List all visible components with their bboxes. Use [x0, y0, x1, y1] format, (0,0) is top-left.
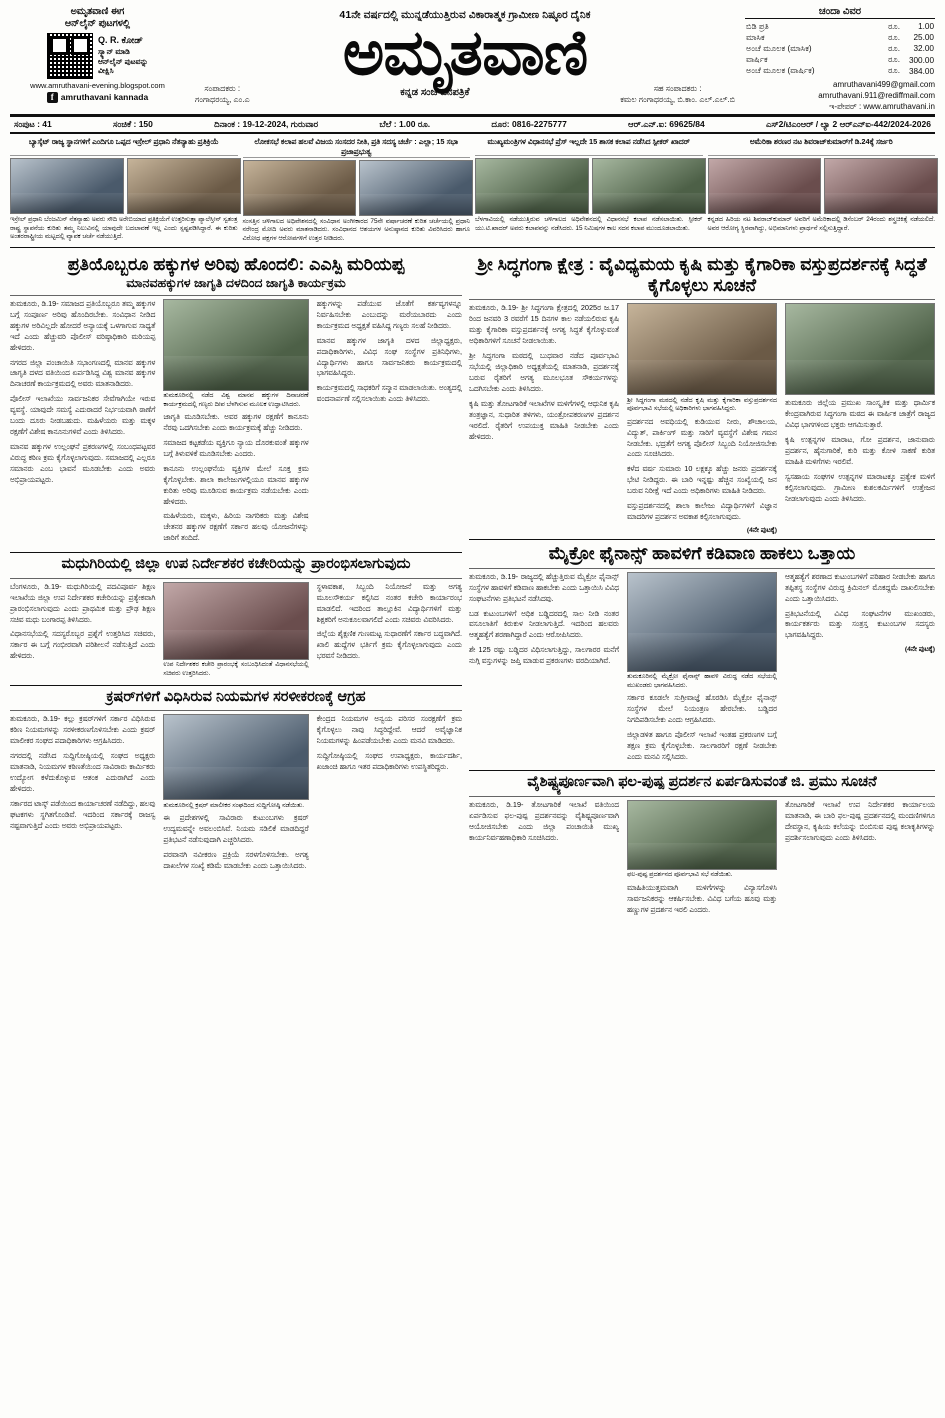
issue-label: ಸಂಚಿಕೆ : 150: [113, 119, 153, 130]
article-figure: [785, 303, 935, 395]
parliament-photo-1: [243, 160, 357, 216]
minister-photo: [163, 582, 308, 660]
qr-note-line3: ಆನ್‌ಲೈನ್ ಪುಟವನ್ನು: [97, 56, 149, 66]
paragraph: ಮಾನವ ಹಕ್ಕುಗಳ ಉಲ್ಲಂಘನೆ ಪ್ರಕರಣಗಳಲ್ಲಿ ಸಂಬಂಧಪಟ್ಟವರ ವಿರುದ್ಧ ಕಠಿಣ ಕ್ರಮ ಕೈಗೊಳ್ಳಲಾಗುವುದು. ಸಮಾಜದಲ್ಲಿ ಎಲ್ಲರೂ ಸಮಾನರು ಎಂಬ ಭಾವನೆ ಮೂಡಬೇಕು ಎಂದು ಅವರು ಅಭಿಪ್ರಾಯಪಟ್ಟರು.: [10, 442, 156, 484]
qr-note-line2: ಸ್ಕ್ಯಾನ್ ಮಾಡಿ: [97, 46, 130, 56]
article-figure: [627, 303, 777, 413]
qr-code-icon: [47, 33, 93, 79]
paragraph: ಪ್ರತಿಭಟನೆಯಲ್ಲಿ ವಿವಿಧ ಸಂಘಟನೆಗಳ ಮುಖಂಡರು, ಕಾರ್ಯಕರ್ತರು ಮತ್ತು ಸಂತ್ರಸ್ತ ಕುಟುಂಬಗಳ ಸದಸ್ಯರು ಭಾಗವಹಿಸಿದ್ದರು.: [785, 608, 935, 640]
paragraph: ಕಳೆದ ವರ್ಷ ಸುಮಾರು 10 ಲಕ್ಷಕ್ಕೂ ಹೆಚ್ಚು ಜನರು ಪ್ರದರ್ಶನಕ್ಕೆ ಭೇಟಿ ನೀಡಿದ್ದರು. ಈ ಬಾರಿ ಇನ್ನಷ್ಟು ಹೆಚ್ಚಿನ ಸಂಖ್ಯೆಯಲ್ಲಿ ಜನ ಬರುವ ನಿರೀಕ್ಷೆ ಇದೆ ಎಂದು ಅಧಿಕಾರಿಗಳು ಮಾಹಿತಿ ನೀಡಿದರು.: [627, 464, 777, 496]
article-siddaganga-expo[interactable]: [469, 254, 935, 535]
email-secondary[interactable]: amruthavani.911@rediffmail.com: [818, 90, 935, 100]
paragraph: ಸ್ಥಳಾವಕಾಶ, ಸಿಬ್ಬಂದಿ ನಿಯೋಜನೆ ಮತ್ತು ಅಗತ್ಯ ಮೂಲಸೌಕರ್ಯ ಕಲ್ಪಿಸಿದ ನಂತರ ಕಚೇರಿ ಕಾರ್ಯಾರಂಭ ಮಾಡಲಿದೆ. ಇದರಿಂದ ತಾಲ್ಲೂಕಿನ ವಿದ್ಯಾರ್ಥಿಗಳಿಗೆ ಮತ್ತು ಶಿಕ್ಷಕರಿಗೆ ಅನುಕೂಲವಾಗಲಿದೆ ಎಂದು ಸಚಿವರು ವಿವರಿಸಿದರು.: [316, 581, 462, 624]
right-column-group: [469, 252, 935, 921]
figure-caption: ಉಪ ನಿರ್ದೇಶಕರ ಕಚೇರಿ ಪ್ರಾರಂಭಕ್ಕೆ ಸಂಬಂಧಿಸಿದಂತೆ ವಿಧಾನಸಭೆಯಲ್ಲಿ ಸಚಿವರು ಉತ್ತರಿಸಿದರು.: [163, 661, 309, 677]
article-column: [469, 303, 619, 535]
paragraph: ಬೆಂಗಳೂರು, ಡಿ.19- ಮಧುಗಿರಿಯಲ್ಲಿ ಪದವಿಪೂರ್ವ ಶಿಕ್ಷಣ ಇಲಾಖೆಯ ಜಿಲ್ಲಾ ಉಪ ನಿರ್ದೇಶಕರ ಕಚೇರಿಯನ್ನು ಪ್ರತ್ಯೇಕವಾಗಿ ಪ್ರಾರಂಭಿಸಲಾಗುವುದು ಎಂದು ಪ್ರಾಥಮಿಕ ಮತ್ತು ಪ್ರೌಢ ಶಿಕ್ಷಣ ಸಚಿವ ಮಧು ಬಂಗಾರಪ್ಪ ತಿಳಿಸಿದರು.: [10, 581, 156, 624]
figure-caption: ತುಮಕೂರಿನಲ್ಲಿ ನಡೆದ ವಿಶ್ವ ಮಾನವ ಹಕ್ಕುಗಳ ದಿನಾಚರಣೆ ಕಾರ್ಯಕ್ರಮದಲ್ಲಿ ಗಣ್ಯರು ದೀಪ ಬೆಳಗಿಸುವ ಮೂಲಕ ಉದ್ಘಾಟಿಸಿದರು.: [163, 392, 309, 408]
paragraph: ಕೃಷಿ ಉತ್ಪನ್ನಗಳ ಮಾರಾಟ, ಗೋ ಪ್ರದರ್ಶನ, ಜಾನುವಾರು ಪ್ರದರ್ಶನ, ಹೈನುಗಾರಿಕೆ, ಕುರಿ ಮತ್ತು ಕೋಳಿ ಸಾಕಣೆ ಕುರಿತ ಮಾಹಿತಿ ಮಳಿಗೆಗಳು ಇರಲಿವೆ.: [785, 435, 935, 467]
editor-name: ಗಂಗಾಧರಯ್ಯ, ಎಂ.ಎ: [195, 94, 250, 104]
article-column: [785, 303, 935, 535]
assembly-photo-2: [592, 158, 706, 214]
table-row: [745, 21, 935, 32]
article-subhead: ಮಾನವಹಕ್ಕುಗಳ ಜಾಗೃತಿ ದಳದಿಂದ ಜಾಗೃತಿ ಕಾರ್ಯಕ್ರಮ: [126, 275, 346, 290]
top-news-headline: ಮುಖ್ಯಮಂತ್ರಿಗಳ ವಿಧಾನಸಭೆ ಪ್ರೆಸ್ ಇಲ್ಲದೇ 15 ಶಾಸಕ ಕಲಾಪ ನಡೆಸಿದ ಸ್ಪೀಕರ್ ಖಾದರ್: [475, 137, 703, 156]
article-column: [317, 714, 462, 876]
left-column-group: [10, 252, 462, 921]
paragraph: ಸರ್ಕಾರ ಕೂಡಲೇ ಸುಗ್ರೀವಾಜ್ಞೆ ಹೊರಡಿಸಿ ಮೈಕ್ರೋ ಫೈನಾನ್ಸ್ ಸಂಸ್ಥೆಗಳ ಮೇಲೆ ನಿಯಂತ್ರಣ ಹೇರಬೇಕು. ಬಡ್ಡಿದರ ನಿಗದಿಪಡಿಸಬೇಕು ಎಂದು ಆಗ್ರಹಿಸಿದರು.: [627, 692, 777, 724]
paragraph: ತುಮಕೂರು, ಡಿ.19- ಸಮಾಜದ ಪ್ರತಿಯೊಬ್ಬರೂ ತಮ್ಮ ಹಕ್ಕುಗಳ ಬಗ್ಗೆ ಸಂಪೂರ್ಣ ಅರಿವು ಹೊಂದಿರಬೇಕು. ಸಂವಿಧಾನ ನೀಡಿದ ಹಕ್ಕುಗಳ ಅರಿವಿಲ್ಲದೇ ಹೋದರೆ ಅನ್ಯಾಯಕ್ಕೆ ಒಳಗಾಗುವ ಸಾಧ್ಯತೆ ಇದೆ ಎಂದು ಹೆಚ್ಚುವರಿ ಪೊಲೀಸ್ ವರಿಷ್ಠಾಧಿಕಾರಿ ಮರಿಯಪ್ಪ ಹೇಳಿದರು.: [10, 298, 156, 352]
paragraph: ಸರ್ಕಾರದ ಟಾಸ್ಕ್ ಪಡೆಯಿಂದ ಕಾರ್ಯಾಚರಣೆ ನಡೆದಿದ್ದು, ಹಲವು ಘಟಕಗಳು ಸ್ಥಗಿತಗೊಂಡಿವೆ. ಇದರಿಂದ ಸರ್ಕಾರಕ್ಕೆ ರಾಜಸ್ವ ನಷ್ಟವಾಗುತ್ತಿದೆ ಎಂದು ಅವರು ಅಭಿಪ್ರಾಯಪಟ್ಟರು.: [10, 798, 156, 830]
actor-photo-1: [708, 158, 822, 214]
subs-amount: 32.00: [913, 44, 934, 54]
article-figure: [627, 572, 777, 690]
paragraph: ತುಮಕೂರು ಜಿಲ್ಲೆಯ ಪ್ರಮುಖ ಸಾಂಸ್ಕೃತಿಕ ಮತ್ತು ಧಾರ್ಮಿಕ ಕೇಂದ್ರವಾಗಿರುವ ಸಿದ್ಧಗಂಗಾ ಮಠದ ಈ ವಾರ್ಷಿಕ ಜಾತ್ರೆಗೆ ರಾಜ್ಯದ ವಿವಿಧ ಭಾಗಗಳಿಂದ ಭಕ್ತರು ಆಗಮಿಸುತ್ತಾರೆ.: [785, 398, 935, 430]
article-column: [317, 582, 462, 681]
article-headline: ಶ್ರೀ ಸಿದ್ಧಗಂಗಾ ಕ್ಷೇತ್ರ : ವೈವಿಧ್ಯಮಯ ಕೃಷಿ ಮತ್ತು ಕೈಗಾರಿಕಾ ವಸ್ತುಪ್ರದರ್ಶನಕ್ಕೆ ಸಿದ್ಧತೆ ಕೈಗೊಳ್ಳಲು ಸೂಚನೆ: [477, 254, 927, 295]
volume-label: ಸಂಪುಟ : 41: [14, 119, 52, 130]
subs-currency: ರೂ.: [888, 55, 900, 65]
paragraph: ಮಾಹಿತಿಯುತ್ತಮವಾಗಿ ಮಳಿಗೆಗಳನ್ನು ವಿನ್ಯಾಸಗೊಳಿಸಿ ಸಾರ್ವಜನಿಕರನ್ನು ಆಕರ್ಷಿಸಬೇಕು. ವಿವಿಧ ಬಗೆಯ ಹೂವು ಮತ್ತು ಹಣ್ಣುಗಳ ಪ್ರದರ್ಶನ ಇರಲಿ ಎಂದರು.: [627, 882, 777, 914]
event-photo: [163, 299, 308, 391]
paragraph: ಸುದ್ದಿಗೋಷ್ಠಿಯಲ್ಲಿ ಸಂಘದ ಉಪಾಧ್ಯಕ್ಷರು, ಕಾರ್ಯದರ್ಶಿ, ಖಜಾಂಚಿ ಹಾಗೂ ಇತರ ಪದಾಧಿಕಾರಿಗಳು ಉಪಸ್ಥಿತರಿದ್ದರು.: [316, 751, 462, 771]
paragraph: ಆತ್ಮಹತ್ಯೆಗೆ ಶರಣಾದ ಕುಟುಂಬಗಳಿಗೆ ಪರಿಹಾರ ನೀಡಬೇಕು ಹಾಗೂ ತಪ್ಪಿತಸ್ಥ ಸಂಸ್ಥೆಗಳ ವಿರುದ್ಧ ಕ್ರಿಮಿನಲ್ ಮೊಕದ್ದಮೆ ದಾಖಲಿಸಬೇಕು ಎಂದು ಒತ್ತಾಯಿಸಿದರು.: [785, 571, 935, 603]
table-row: [745, 55, 935, 66]
article-figure: [627, 800, 777, 880]
top-news-caption: ಇಸ್ರೇಲ್ ಪ್ರಧಾನಿ ಬೆಂಜಮಿನ್ ನೆತನ್ಯಾಹು ಅವರು ಸೌದಿ ಅರೇಬಿಯಾದ ಪ್ರತಿಕ್ರಿಯೆಗೆ ಉತ್ತರಿಸುತ್ತಾ ಪ್ಯಾಲೆಸ್ತೀನ್ ಸ್ವತಂತ್ರ ರಾಷ್ಟ್ರ ಸ್ಥಾಪನೆಯ ಕುರಿತು ತಮ್ಮ ನಿಲುವಿನಲ್ಲಿ ಯಾವುದೇ ಬದಲಾವಣೆ ಇಲ್ಲ ಎಂದು ಸ್ಪಷ್ಟಪಡಿಸಿದ್ದಾರೆ. ಈ ಕುರಿತು ಅಂತರರಾಷ್ಟ್ರೀಯ ಮಟ್ಟದಲ್ಲಿ ವ್ಯಾಪಕ ಚರ್ಚೆ ನಡೆಯುತ್ತಿದೆ.: [10, 216, 238, 241]
subs-label: ಅಂಚೆ ಮೂಲಕ (ವಾರ್ಷಿಕ): [746, 66, 815, 76]
protest-meeting-photo: [627, 572, 777, 672]
top-news-headline: ಬ್ಯಾಸ್ಕೆಟ್ ರಾಜ್ಯ ಸ್ಥಾನಗಳಿಗೆ ಎಂದಿಗೂ ಒಪ್ಪದ ಇಸ್ರೇಲ್ ಪ್ರಧಾನಿ ನೆತನ್ಯಾಹು ಪ್ರತಿಕ್ರಿಯೆ: [10, 137, 238, 156]
qr-note-line1: Q. R. ಕೋಡ್: [97, 35, 143, 46]
subs-label: ಮಾಸಿಕ: [746, 32, 765, 42]
article-column: [163, 582, 308, 681]
meeting-photo: [627, 303, 777, 395]
article-column: [627, 800, 777, 920]
newspaper-logo: ಅಮೃತವಾಣಿ: [342, 18, 588, 88]
masthead: [10, 6, 935, 116]
subs-label: ಬಿಡಿ ಪ್ರತಿ: [746, 21, 769, 31]
subscription-title: ಚಂದಾ ವಿವರ: [745, 6, 935, 19]
paragraph: ತುಮಕೂರು, ಡಿ.19- ಕಲ್ಲು ಕ್ರಷರ್‌ಗಳಿಗೆ ಸರ್ಕಾರ ವಿಧಿಸಿರುವ ಕಠಿಣ ನಿಯಮಗಳನ್ನು ಸರಳೀಕರಣಗೊಳಿಸಬೇಕು ಎಂದು ಕ್ರಷರ್ ಮಾಲೀಕರ ಸಂಘದ ಪದಾಧಿಕಾರಿಗಳು ಆಗ್ರಹಿಸಿದರು.: [10, 714, 156, 746]
editor-block: [195, 84, 250, 106]
table-row: [745, 66, 935, 77]
article-column: [317, 299, 462, 548]
subs-amount: 384.00: [908, 66, 934, 76]
officials-photo: [785, 303, 935, 395]
figure-caption: ಫಲ-ಪುಷ್ಪ ಪ್ರದರ್ಶನದ ಪೂರ್ವಭಾವಿ ಸಭೆ ನಡೆಯಿತು.: [627, 871, 733, 879]
paragraph: ಕಾನೂನು ಉಲ್ಲಂಘನೆಯ ವ್ಯಕ್ತಿಗಳ ಮೇಲೆ ಸೂಕ್ತ ಕ್ರಮ ಕೈಗೊಳ್ಳಬೇಕು. ಶಾಲಾ ಕಾಲೇಜುಗಳಲ್ಲಿಯೂ ಮಾನವ ಹಕ್ಕುಗಳ ಕುರಿತು ಅರಿವು ಮೂಡಿಸುವ ಕಾರ್ಯಕ್ರಮ ನಡೆಯಬೇಕು ಎಂದು ಹೇಳಿದರು.: [163, 463, 309, 506]
top-news-item[interactable]: [708, 137, 936, 243]
coeditor-name: ಕಮಲ ಗಂಗಾಧರಯ್ಯ, ಬಿ.ಕಾಂ. ಎಲ್.ಎಲ್.ಬಿ: [620, 94, 735, 104]
paragraph: ಜಿಲ್ಲಾಡಳಿತ ಹಾಗೂ ಪೊಲೀಸ್ ಇಲಾಖೆ ಇಂತಹ ಪ್ರಕರಣಗಳ ಬಗ್ಗೆ ತಕ್ಷಣ ಕ್ರಮ ಕೈಗೊಳ್ಳಬೇಕು. ಸಾಲಗಾರರಿಗೆ ರಕ್ಷಣೆ ನೀಡಬೇಕು ಎಂದು ಮನವಿ ಸಲ್ಲಿಸಿದರು.: [627, 729, 777, 761]
paragraph: ತುಮಕೂರು, ಡಿ.19- ರಾಜ್ಯದಲ್ಲಿ ಹೆಚ್ಚುತ್ತಿರುವ ಮೈಕ್ರೋ ಫೈನಾನ್ಸ್ ಸಂಸ್ಥೆಗಳ ಹಾವಳಿಗೆ ಕಡಿವಾಣ ಹಾಕಬೇಕು ಎಂದು ಒತ್ತಾಯಿಸಿ ವಿವಿಧ ಸಂಘಟನೆಗಳು ಪ್ರತಿಭಟನೆ ನಡೆಸಿದವು.: [469, 571, 619, 603]
article-column: [785, 572, 935, 767]
top-news-item[interactable]: [10, 137, 238, 243]
leader-photo-1: [10, 158, 124, 214]
article-microfinance[interactable]: [469, 543, 935, 766]
paragraph: ಹಕ್ಕುಗಳನ್ನು ಪಡೆಯುವ ಜೊತೆಗೆ ಕರ್ತವ್ಯಗಳನ್ನೂ ನಿರ್ವಹಿಸಬೇಕು ಎಂಬುದನ್ನು ಮರೆಯಬಾರದು ಎಂದು ಕಾರ್ಯಕ್ರಮದ ಅಧ್ಯಕ್ಷತೆ ವಹಿಸಿದ್ದ ಗಣ್ಯರು ಸಲಹೆ ನೀಡಿದರು.: [316, 298, 462, 330]
top-news-caption: ಸಂಸತ್ತಿನ ಚಳಿಗಾಲದ ಅಧಿವೇಶನದಲ್ಲಿ ಸಂವಿಧಾನ ಅಂಗೀಕಾರದ 75ನೇ ವರ್ಷಾಚರಣೆ ಕುರಿತ ಚರ್ಚೆಯಲ್ಲಿ ಪ್ರಧಾನಿ ನರೇಂದ್ರ ಮೋದಿ ಅವರು ಮಾತನಾಡಿದರು. ಸಂವಿಧಾನದ ಆಶಯಗಳ ಅನುಷ್ಠಾನದ ಕುರಿತು ವಿವರಿಸಿದರು ಹಾಗೂ ವಿರೋಧ ಪಕ್ಷಗಳ ಆರೋಪಗಳಿಗೆ ಉತ್ತರ ನೀಡಿದರು.: [242, 217, 470, 242]
subs-label: ಅಂಚೆ ಮೂಲಕ (ಮಾಸಿಕ): [746, 43, 812, 53]
article-headline: ಮೈಕ್ರೋ ಫೈನಾನ್ಸ್ ಹಾವಳಿಗೆ ಕಡಿವಾಣ ಹಾಕಲು ಒತ್ತಾಯ: [548, 543, 856, 564]
press-meet-photo: [163, 714, 308, 800]
article-column: [627, 303, 777, 535]
top-news-headline: ಲೋಕಸಭೆ ಕಲಾಪ ಹಲವೆ ವಿಜಯ ಸಂಸದರ ನೀತಿ, ಪ್ರತಿ ಸದಸ್ಯ ಚರ್ಚೆ : ಎಲ್ಲಾ; 15 ಸಭಾ ಪ್ರಜಾಪ್ರಭುತ್ವ: [243, 137, 471, 158]
paragraph: ಮಹಿಳೆಯರು, ಮಕ್ಕಳು, ಹಿರಿಯ ನಾಗರಿಕರು ಮತ್ತು ವಿಶೇಷ ಚೇತನರ ಹಕ್ಕುಗಳ ರಕ್ಷಣೆಗೆ ಸರ್ಕಾರ ಹಲವು ಯೋಜನೆಗಳನ್ನು ಜಾರಿಗೆ ತಂದಿದೆ.: [163, 511, 309, 543]
article-column: [469, 800, 619, 920]
article-figure: [163, 582, 308, 678]
article-headline: ವೈಶಿಷ್ಟ್ಯಪೂರ್ಣವಾಗಿ ಫಲ-ಪುಷ್ಪ ಪ್ರದರ್ಶನ ಏರ್ಪಡಿಸುವಂತೆ ಜಿ. ಪ್ರಮು ಸೂಚನೆ: [527, 774, 877, 791]
phone-label: ದೂರ: 0816-2275777: [491, 119, 567, 130]
table-row: [745, 43, 935, 54]
facebook-handle[interactable]: amruthavani kannada: [60, 92, 149, 103]
top-news-item[interactable]: [475, 137, 703, 243]
top-news-item[interactable]: [243, 137, 471, 243]
article-column: [10, 299, 155, 548]
paragraph: ಸಮಾಜದ ಕಟ್ಟಕಡೆಯ ವ್ಯಕ್ತಿಗೂ ನ್ಯಾಯ ದೊರಕುವಂತೆ ಹಕ್ಕುಗಳ ಬಗ್ಗೆ ತಿಳುವಳಿಕೆ ಮೂಡಿಸಬೇಕು ಎಂದರು.: [163, 437, 309, 458]
paragraph: ಜಿಲ್ಲೆಯ ಶೈಕ್ಷಣಿಕ ಗುಣಮಟ್ಟ ಸುಧಾರಣೆಗೆ ಸರ್ಕಾರ ಬದ್ಧವಾಗಿದೆ. ಖಾಲಿ ಹುದ್ದೆಗಳ ಭರ್ತಿಗೆ ಕ್ರಮ ಕೈಗೊಳ್ಳಲಾಗುವುದು ಎಂದು ಭರವಸೆ ನೀಡಿದರು.: [316, 629, 462, 661]
registration-label: ಎಸ್‌2/ಟಿಎಂಆರ್ / ಲ್ಯಾ 2 ಆರ್‌ಎನ್‌ಐ-442/2024-2026: [765, 119, 931, 130]
article-flower-fruit-show[interactable]: [469, 774, 935, 919]
masthead-tagline: 41ನೇ ವರ್ಷದಲ್ಲಿ ಮುನ್ನಡೆಯುತ್ತಿರುವ ವಿಕಾರಾತ್ಮಕ ಗ್ರಾಮೀಣ ನಿಷ್ಠೂರ ದೈನಿಕ: [339, 9, 591, 21]
paragraph: ಪ್ರದರ್ಶನದ ಅವಧಿಯಲ್ಲಿ ಕುಡಿಯುವ ನೀರು, ಶೌಚಾಲಯ, ವಿದ್ಯುತ್, ಪಾರ್ಕಿಂಗ್ ಮತ್ತು ಸಾರಿಗೆ ವ್ಯವಸ್ಥೆಗೆ ವಿಶೇಷ ಗಮನ ನೀಡಬೇಕು. ಭದ್ರತೆಗೆ ಅಗತ್ಯ ಪೊಲೀಸ್ ಸಿಬ್ಬಂದಿ ನಿಯೋಜಿಸಬೇಕು ಎಂದು ಸೂಚಿಸಿದರು.: [627, 416, 777, 459]
paragraph: ತುಮಕೂರು, ಡಿ.19- ಶ್ರೀ ಸಿದ್ಧಗಂಗಾ ಕ್ಷೇತ್ರದಲ್ಲಿ 2025ರ ಜ.17 ರಿಂದ ಜನವರಿ 3 ರವರೆಗೆ 15 ದಿನಗಳ ಕಾಲ ನಡೆಯಲಿರುವ ಕೃಷಿ ಮತ್ತು ಕೈಗಾರಿಕಾ ವಸ್ತುಪ್ರದರ್ಶನಕ್ಕೆ ಅಗತ್ಯ ಸಿದ್ಧತೆ ಕೈಗೊಳ್ಳುವಂತೆ ಅಧಿಕಾರಿಗಳಿಗೆ ಸೂಚನೆ ನೀಡಲಾಯಿತು.: [469, 303, 619, 346]
paper-type: ಕನ್ನಡ ಸಂಜೆ ದಿನಪತ್ರಿಕೆ: [400, 87, 470, 99]
subs-currency: ರೂ.: [888, 43, 900, 53]
page-title: ಪ್ರತಿಯೊಬ್ಬರೂ ಹಕ್ಕುಗಳ ಅರಿವು ಹೊಂದಲಿ: ಎಎಸ್ಪಿ ಮರಿಯಪ್ಪ: [67, 254, 405, 275]
figure-caption: ಶ್ರೀ ಸಿದ್ಧಗಂಗಾ ಮಠದಲ್ಲಿ ನಡೆದ ಕೃಷಿ ಮತ್ತು ಕೈಗಾರಿಕಾ ವಸ್ತುಪ್ರದರ್ಶನದ ಪೂರ್ವಭಾವಿ ಸಭೆಯಲ್ಲಿ ಅಧಿಕಾರಿಗಳು ಭಾಗವಹಿಸಿದ್ದರು.: [627, 396, 777, 413]
paragraph: ಕೇಂದ್ರದ ನಿಯಮಗಳ ಅನ್ವಯ ಪರಿಸರ ಸಂರಕ್ಷಣೆಗೆ ಕ್ರಮ ಕೈಗೊಳ್ಳಲು ನಾವು ಸಿದ್ಧರಿದ್ದೇವೆ. ಆದರೆ ಅವೈಜ್ಞಾನಿಕ ನಿಯಮಗಳನ್ನು ಹಿಂಪಡೆಯಬೇಕು ಎಂದು ಮನವಿ ಮಾಡಿದರು.: [316, 714, 462, 746]
price-label: ಬೆಲೆ : 1.00 ರೂ.: [379, 119, 431, 130]
subscription-table: [745, 21, 935, 77]
subs-amount: 25.00: [913, 33, 934, 43]
paragraph: ಪರವಾನಗಿ ನವೀಕರಣ ಪ್ರಕ್ರಿಯೆ ಸರಳಗೊಳಿಸಬೇಕು. ಅಗತ್ಯ ದಾಖಲೆಗಳ ಸಂಖ್ಯೆ ಕಡಿಮೆ ಮಾಡಬೇಕು ಎಂದು ಒತ್ತಾಯಿಸಿದರು.: [163, 849, 309, 870]
rni-label: ಆರ್.ಎನ್.ಐ: 69625/84: [628, 119, 705, 130]
issue-info-bar: [10, 116, 935, 134]
subs-currency: ರೂ.: [888, 66, 900, 76]
qr-instructions: [98, 35, 148, 76]
continuation-note: (4ನೇ ಪುಟಕ್ಕೆ): [746, 527, 777, 535]
online-title-line1: ಅಮೃತವಾಣಿ ಈಗ: [70, 6, 125, 17]
leader-photo-2: [127, 158, 241, 214]
subs-label: ವಾರ್ಷಿಕ: [746, 55, 768, 65]
email-primary[interactable]: amruthavani499@gmail.com: [833, 79, 935, 89]
article-figure: [163, 714, 308, 810]
online-title-line2: ಆನ್‌ಲೈನ್ ಪುಟಗಳಲ್ಲಿ: [64, 18, 131, 30]
paragraph: ನಗರದಲ್ಲಿ ನಡೆಸಿದ ಸುದ್ದಿಗೋಷ್ಠಿಯಲ್ಲಿ ಸಂಘದ ಅಧ್ಯಕ್ಷರು ಮಾತನಾಡಿ, ನಿಯಮಗಳ ಕಠಿಣತೆಯಿಂದ ಸಾವಿರಾರು ಕಾರ್ಮಿಕರು ಉದ್ಯೋಗ ಕಳೆದುಕೊಳ್ಳುವ ಆತಂಕ ಎದುರಾಗಿದೆ ಎಂದು ಹೇಳಿದರು.: [10, 751, 156, 793]
article-madhugiri-office[interactable]: [10, 556, 462, 681]
top-news-strip: [10, 134, 935, 248]
subs-amount: 1.00: [918, 22, 934, 32]
article-column: [163, 714, 308, 876]
table-row: [745, 32, 935, 43]
paragraph: ಕಾರ್ಯಕ್ರಮದಲ್ಲಿ ಸಾಧಕರಿಗೆ ಸನ್ಮಾನ ಮಾಡಲಾಯಿತು. ಅಂತ್ಯದಲ್ಲಿ ವಂದನಾರ್ಪಣೆ ಸಲ್ಲಿಸಲಾಯಿತು ಎಂದು ತಿಳಿಸಿದರು.: [316, 383, 462, 404]
subs-amount: 300.00: [908, 55, 934, 65]
article-column: [10, 582, 155, 681]
article-column: [10, 714, 155, 876]
continuation-note: (4ನೇ ಪುಟಕ್ಕೆ): [904, 646, 935, 654]
horticulture-meeting-photo: [627, 800, 777, 870]
coeditor-label: ಸಹ ಸಂಪಾದಕರು :: [653, 84, 702, 94]
paragraph: ಕೃಷಿ ಮತ್ತು ತೋಟಗಾರಿಕೆ ಇಲಾಖೆಗಳ ಮಳಿಗೆಗಳಲ್ಲಿ ಆಧುನಿಕ ಕೃಷಿ ತಂತ್ರಜ್ಞಾನ, ಸುಧಾರಿತ ತಳಿಗಳು, ಯಂತ್ರೋಪಕರಣಗಳ ಪ್ರದರ್ಶನ ಇರಲಿದೆ. ರೈತರಿಗೆ ಉಪಯುಕ್ತ ಮಾಹಿತಿ ನೀಡಬೇಕು ಎಂದು ಹೇಳಿದರು.: [469, 398, 619, 441]
main-content: [10, 248, 935, 921]
assembly-photo-1: [475, 158, 589, 214]
article-column: [163, 299, 308, 548]
figure-caption: ತುಮಕೂರಿನಲ್ಲಿ ಕ್ರಷರ್ ಮಾಲೀಕರ ಸಂಘದಿಂದ ಸುದ್ದಿಗೋಷ್ಠಿ ನಡೆಯಿತು.: [163, 801, 305, 809]
paragraph: ವಿಧಾನಸಭೆಯಲ್ಲಿ ಸದಸ್ಯರೊಬ್ಬರ ಪ್ರಶ್ನೆಗೆ ಉತ್ತರಿಸಿದ ಸಚಿವರು, ಸರ್ಕಾರ ಈ ಬಗ್ಗೆ ಗಂಭೀರವಾಗಿ ಪರಿಶೀಲನೆ ನಡೆಸುತ್ತಿದೆ ಎಂದು ಹೇಳಿದರು.: [10, 629, 156, 661]
blog-url[interactable]: www.amruthavani-evening.blogspot.com: [30, 80, 165, 90]
article-human-rights[interactable]: [10, 254, 462, 548]
epaper-url[interactable]: ಇ-ಪೇಪರ್ : www.amruthavani.in: [829, 101, 935, 111]
masthead-right: [745, 6, 935, 112]
paragraph: ತೋಟಗಾರಿಕೆ ಇಲಾಖೆ ಉಪ ನಿರ್ದೇಶಕರ ಕಾರ್ಯಾಲಯ ಮಾತನಾಡಿ, ಈ ಬಾರಿ ಫಲ-ಪುಷ್ಪ ಪ್ರದರ್ಶನದಲ್ಲಿ ಮಂದಣಿಗಳಿಗೂ ದೇವಸ್ಥಾನ, ಕೃಷಿಯ ಕಲೆಯನ್ನು ಬಿಂಬಿಸುವ ಪುಷ್ಪ ಕಲಾಕೃತಿಗಳನ್ನು ಪ್ರದರ್ಶಿಸಲಾಗುವುದು ಎಂದು ತಿಳಿಸಿದರು.: [785, 799, 935, 842]
paragraph: ಸ್ವಸಹಾಯ ಸಂಘಗಳ ಉತ್ಪನ್ನಗಳ ಮಾರಾಟಕ್ಕೂ ಪ್ರತ್ಯೇಕ ಮಳಿಗೆ ಕಲ್ಪಿಸಲಾಗುವುದು. ಗ್ರಾಮೀಣ ಕುಶಲಕರ್ಮಿಗಳಿಗೆ ಉತ್ತೇಜನ ನೀಡಲಾಗುವುದು ಎಂದು ತಿಳಿಸಿದರು.: [785, 472, 935, 503]
figure-caption: ತುಮಕೂರಿನಲ್ಲಿ ಮೈಕ್ರೋ ಫೈನಾನ್ಸ್ ಹಾವಳಿ ವಿರುದ್ಧ ನಡೆದ ಸಭೆಯಲ್ಲಿ ಮುಖಂಡರು ಭಾಗವಹಿಸಿದರು.: [627, 673, 777, 689]
date-label: ದಿನಾಂಕ : 19-12-2024, ಗುರುವಾರ: [214, 119, 319, 130]
facebook-icon: f: [47, 92, 58, 103]
qr-note-line4: ವೀಕ್ಷಿಸಿ: [97, 66, 114, 76]
actor-photo-2: [824, 158, 938, 214]
article-column: [627, 572, 777, 767]
paragraph: ಈ ಪ್ರದೇಶಗಳಲ್ಲಿ ಸಾವಿರಾರು ಕುಟುಂಬಗಳು ಕ್ರಷರ್ ಉದ್ಯಮವನ್ನೇ ಅವಲಂಬಿಸಿವೆ. ನಿಯಮ ಸಡಿಲಿಕೆ ಮಾಡದಿದ್ದರೆ ಪ್ರತಿಭಟನೆ ನಡೆಸುವುದಾಗಿ ಎಚ್ಚರಿಸಿದರು.: [163, 813, 309, 844]
paragraph: ವಸ್ತುಪ್ರದರ್ಶನದಲ್ಲಿ ಶಾಲಾ ಕಾಲೇಜು ವಿದ್ಯಾರ್ಥಿಗಳಿಗೆ ವಿಜ್ಞಾನ ಮಾದರಿಗಳ ಪ್ರದರ್ಶನ ಅವಕಾಶ ಕಲ್ಪಿಸಲಾಗುವುದು.: [627, 501, 777, 522]
coeditor-block: [620, 84, 735, 106]
paragraph: ಮಾನವ ಹಕ್ಕುಗಳ ಜಾಗೃತಿ ದಳದ ಜಿಲ್ಲಾಧ್ಯಕ್ಷರು, ಪದಾಧಿಕಾರಿಗಳು, ವಿವಿಧ ಸಂಘ ಸಂಸ್ಥೆಗಳ ಪ್ರತಿನಿಧಿಗಳು, ವಿದ್ಯಾರ್ಥಿಗಳು ಹಾಗೂ ಸಾರ್ವಜನಿಕರು ಕಾರ್ಯಕ್ರಮದಲ್ಲಿ ಭಾಗವಹಿಸಿದ್ದರು.: [316, 335, 462, 378]
paragraph: ಬಡ ಕುಟುಂಬಗಳಿಗೆ ಅಧಿಕ ಬಡ್ಡಿದರದಲ್ಲಿ ಸಾಲ ನೀಡಿ ನಂತರ ವಸೂಲಾತಿಗೆ ಕಿರುಕುಳ ನೀಡಲಾಗುತ್ತಿದೆ. ಇದರಿಂದ ಹಲವರು ಆತ್ಮಹತ್ಯೆಗೆ ಶರಣಾಗಿದ್ದಾರೆ ಎಂದು ಆರೋಪಿಸಿದರು.: [469, 608, 619, 640]
top-news-headline: ಅಮೆರಿಕಾ ಶರಣರ ನಟ ಶಿವರಾಜ್‌ಕುಮಾರ್‌ಗೆ ಡಿ.24ಕ್ಕೆ ಸರ್ಜರಿ: [708, 137, 936, 156]
paragraph: ಶೇ 125 ರಷ್ಟು ಬಡ್ಡಿದರ ವಿಧಿಸಲಾಗುತ್ತಿದ್ದು, ಸಾಲಗಾರರ ಮನೆಗೆ ನುಗ್ಗಿ ವಸ್ತುಗಳನ್ನು ಜಪ್ತಿ ಮಾಡುವ ಪ್ರಕರಣಗಳು ವರದಿಯಾಗಿವೆ.: [469, 645, 619, 666]
article-headline: ಮಧುಗಿರಿಯಲ್ಲಿ ಜಿಲ್ಲಾ ಉಪ ನಿರ್ದೇಶಕರ ಕಚೇರಿಯನ್ನು ಪ್ರಾರಂಭಿಸಲಾಗುವುದು: [61, 556, 411, 573]
subs-currency: ರೂ.: [888, 32, 900, 42]
masthead-left: [10, 6, 185, 103]
top-news-caption: ಬೆಳಗಾವಿಯಲ್ಲಿ ನಡೆಯುತ್ತಿರುವ ಚಳಿಗಾಲದ ಅಧಿವೇಶನದಲ್ಲಿ ವಿಧಾನಸಭೆ ಕಲಾಪ ನಡೆಸಲಾಯಿತು. ಸ್ಪೀಕರ್ ಯು.ಟಿ.ಖಾದರ್ ಅವರು ಕಲಾಪವನ್ನು ನಡೆಸಿದರು. 15 ನಿಮಿಷಗಳ ಕಾಲ ಸದನ ಕಲಾಪ ಮುಂದೂಡಲಾಯಿತು.: [475, 216, 703, 232]
paragraph: ನಗರದ ಜಿಲ್ಲಾ ಪಂಚಾಯಿತಿ ಸಭಾಂಗಣದಲ್ಲಿ ಮಾನವ ಹಕ್ಕುಗಳ ಜಾಗೃತಿ ದಳದ ವತಿಯಿಂದ ಏರ್ಪಡಿಸಿದ್ದ ವಿಶ್ವ ಮಾನವ ಹಕ್ಕುಗಳ ದಿನಾಚರಣೆ ಕಾರ್ಯಕ್ರಮದಲ್ಲಿ ಅವರು ಮಾತನಾಡಿದರು.: [10, 357, 156, 389]
top-news-caption: ಕನ್ನಡದ ಹಿರಿಯ ನಟ ಶಿವರಾಜ್‌ಕುಮಾರ್ ಅವರಿಗೆ ಅಮೆರಿಕಾದಲ್ಲಿ ಡಿಸೆಂಬರ್ 24ರಂದು ಶಸ್ತ್ರಚಿಕಿತ್ಸೆ ನಡೆಯಲಿದೆ. ಅವರ ಆರೋಗ್ಯ ಸ್ಥಿರವಾಗಿದ್ದು, ಅಭಿಮಾನಿಗಳು ಪ್ರಾರ್ಥನೆ ಸಲ್ಲಿಸುತ್ತಿದ್ದಾರೆ.: [707, 216, 935, 232]
paragraph: ತುಮಕೂರು, ಡಿ.19- ತೋಟಗಾರಿಕೆ ಇಲಾಖೆ ವತಿಯಿಂದ ಏರ್ಪಡಿಸುವ ಫಲ-ಪುಷ್ಪ ಪ್ರದರ್ಶನವನ್ನು ವೈಶಿಷ್ಟ್ಯಪೂರ್ಣವಾಗಿ ಆಯೋಜಿಸಬೇಕು ಎಂದು ಜಿಲ್ಲಾ ಪಂಚಾಯಿತಿ ಮುಖ್ಯ ಕಾರ್ಯನಿರ್ವಹಣಾಧಿಕಾರಿ ಸೂಚಿಸಿದರು.: [469, 799, 619, 842]
article-figure: [163, 299, 308, 409]
paragraph: ಜಾಗೃತಿ ಮೂಡಿಸಬೇಕು. ಅವರ ಹಕ್ಕುಗಳ ರಕ್ಷಣೆಗೆ ಕಾನೂನು ನೆರವು ಒದಗಿಸಬೇಕು ಎಂದು ಕಾರ್ಯಕ್ರಮಕ್ಕೆ ಹೆಚ್ಚು ನೀಡಿದರು.: [163, 411, 309, 432]
paragraph: ಶ್ರೀ ಸಿದ್ಧಗಂಗಾ ಮಠದಲ್ಲಿ ಬುಧವಾರ ನಡೆದ ಪೂರ್ವಭಾವಿ ಸಭೆಯಲ್ಲಿ ಜಿಲ್ಲಾಧಿಕಾರಿ ಅಧ್ಯಕ್ಷತೆಯಲ್ಲಿ ಮಾತನಾಡಿ, ಪ್ರದರ್ಶನಕ್ಕೆ ಬರುವ ರೈತರಿಗೆ ಅಗತ್ಯ ಮೂಲಭೂತ ಸೌಕರ್ಯಗಳನ್ನು ಒದಗಿಸಬೇಕು ಎಂದು ತಿಳಿಸಿದರು.: [469, 351, 619, 394]
masthead-center: [185, 6, 745, 106]
editor-label: ಸಂಪಾದಕರು :: [204, 84, 241, 94]
article-headline: ಕ್ರಷರ್‌ಗಳಿಗೆ ವಿಧಿಸಿರುವ ನಿಯಮಗಳ ಸರಳೀಕರಣಕ್ಕೆ ಆಗ್ರಹ: [106, 688, 366, 705]
article-column: [469, 572, 619, 767]
subs-currency: ರೂ.: [888, 21, 900, 31]
article-crusher-rules[interactable]: [10, 689, 462, 876]
article-column: [785, 800, 935, 920]
parliament-photo-2: [359, 160, 473, 216]
paragraph: ಪೊಲೀಸ್ ಇಲಾಖೆಯು ಸಾರ್ವಜನಿಕರ ಸೇವೆಗಾಗಿಯೇ ಇರುವ ವ್ಯವಸ್ಥೆ. ಯಾವುದೇ ಸಮಸ್ಯೆ ಎದುರಾದರೆ ನಿರ್ಭಯವಾಗಿ ಠಾಣೆಗೆ ಬಂದು ದೂರು ನೀಡಬಹುದು. ಮಹಿಳೆಯರು ಮತ್ತು ಮಕ್ಕಳ ರಕ್ಷಣೆಗೆ ವಿಶೇಷ ಕಾನೂನುಗಳಿವೆ ಎಂದು ತಿಳಿಸಿದರು.: [10, 394, 156, 437]
